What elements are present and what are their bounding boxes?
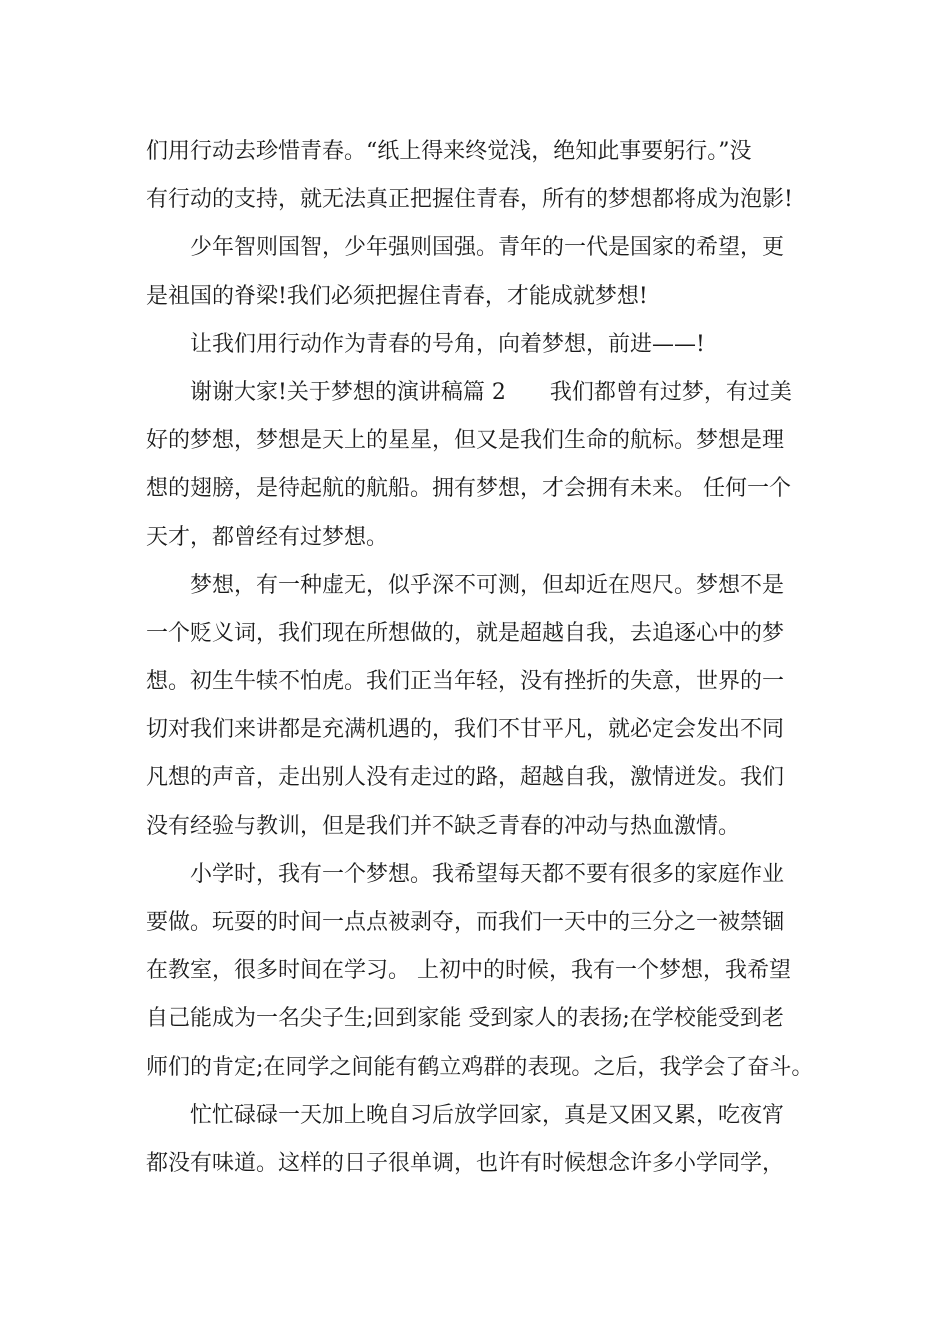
text-line: 梦想，有一种虚无，似乎深不可测，但却近在咫尺。梦想不是 xyxy=(190,572,785,598)
text-line: 一个贬义词，我们现在所想做的，就是超越自我，去追逐心中的梦 xyxy=(146,620,785,646)
text-line: 想。初生牛犊不怕虎。我们正当年轻，没有挫折的失意，世界的一 xyxy=(146,669,785,695)
text-line: 少年智则国智，少年强则国强。青年的一代是国家的希望，更 xyxy=(190,235,785,261)
speech-text xyxy=(146,128,816,1188)
text-line: 让我们用行动作为青春的号角，向着梦想，前进——! xyxy=(190,331,705,357)
text-line: 都没有味道。这样的日子很单调，也许有时候想念许多小学同学， xyxy=(146,1150,785,1176)
text-line: 忙忙碌碌一天加上晚自习后放学回家，真是又困又累，吃夜宵 xyxy=(190,1102,785,1128)
text-line: 师们的肯定;在同学之间能有鹤立鸡群的表现。之后，我学会了奋斗。 xyxy=(146,1054,814,1080)
text-line: 有行动的支持，就无法真正把握住青春，所有的梦想都将成为泡影! xyxy=(146,187,793,213)
text-line: 要做。玩耍的时间一点点被剥夺，而我们一天中的三分之一被禁锢 xyxy=(146,910,785,935)
text-line: 没有经验与教训，但是我们并不缺乏青春的冲动与热血激情。 xyxy=(146,813,741,839)
text-line: 小学时，我有一个梦想。我希望每天都不要有很多的家庭作业 xyxy=(190,861,785,887)
text-line: 在教室，很多时间在学习。 上初中的时候，我有一个梦想，我希望 xyxy=(146,958,791,984)
text-line: 想的翅膀，是待起航的航船。拥有梦想，才会拥有未来。 任何一个 xyxy=(146,476,791,502)
text-line: 自己能成为一名尖子生;回到家能 受到家人的表扬;在学校能受到老 xyxy=(146,1006,784,1032)
text-line: 切对我们来讲都是充满机遇的，我们不甘平凡，就必定会发出不同 xyxy=(146,717,785,743)
text-line: 是祖国的脊梁!我们必须把握住青春，才能成就梦想! xyxy=(146,283,648,309)
text-line: 凡想的声音，走出别人没有走过的路，超越自我，激情迸发。我们 xyxy=(146,765,785,791)
text-line: 好的梦想，梦想是天上的星星，但又是我们生命的航标。梦想是理 xyxy=(146,428,785,454)
text-line: 谢谢大家!关于梦想的演讲稿篇 2 我们都曾有过梦，有过美 xyxy=(190,379,792,405)
text-line: 们用行动去珍惜青春。“纸上得来终觉浅，绝知此事要躬行。”没 xyxy=(146,139,752,164)
text-line: 天才，都曾经有过梦想。 xyxy=(146,524,389,550)
